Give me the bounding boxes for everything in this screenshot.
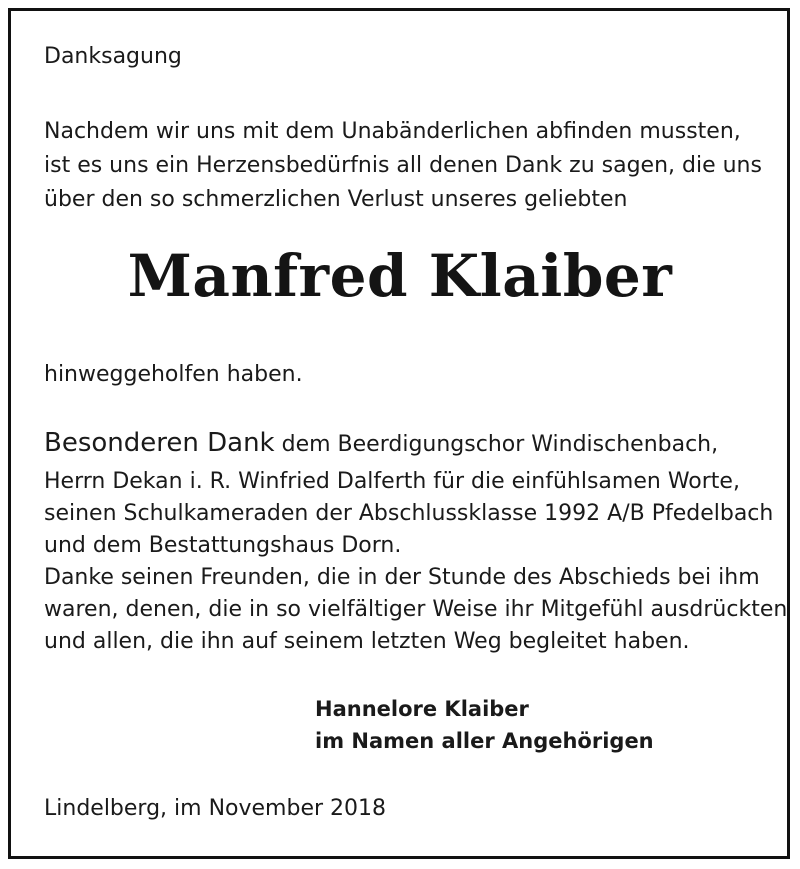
thanks-first-line-rest: dem Beerdigungschor Windischenbach, [274, 432, 719, 457]
thanks-line: und dem Bestattungshaus Dorn. [44, 533, 402, 558]
intro-line: ist es uns ein Herzensbedürfnis all denen Dank zu sagen, die uns [44, 153, 762, 178]
signature-subtitle: im Namen aller Angehörigen [315, 729, 654, 753]
thanks-line: und allen, die ihn auf seinem letzten Weg begleitet haben. [44, 629, 690, 654]
thanks-line: Danke seinen Freunden, die in der Stunde des Abschieds bei ihm [44, 565, 760, 590]
thanks-line: Herrn Dekan i. R. Winfried Dalferth für die einfühlsamen Worte, [44, 469, 740, 494]
intro-line: über den so schmerzlichen Verlust unseres geliebten [44, 187, 628, 212]
thanks-line: seinen Schulkameraden der Abschlussklasse 1992 A/B Pfedelbach [44, 501, 774, 526]
place-date: Lindelberg, im November 2018 [44, 796, 386, 821]
signature-name: Hannelore Klaiber [315, 697, 529, 721]
thanks-line: waren, denen, die in so vielfältiger Weise ihr Mitgefühl ausdrückten [44, 597, 788, 622]
thanks-lead: Besonderen Dank [44, 428, 275, 458]
intro-line: Nachdem wir uns mit dem Unabänderlichen abfinden mussten, [44, 119, 741, 144]
after-name-text: hinweggeholfen haben. [44, 362, 303, 387]
deceased-name: Manfred Klaiber [127, 242, 673, 310]
notice-heading: Danksagung [44, 44, 182, 69]
thanks-first-line [44, 428, 718, 460]
